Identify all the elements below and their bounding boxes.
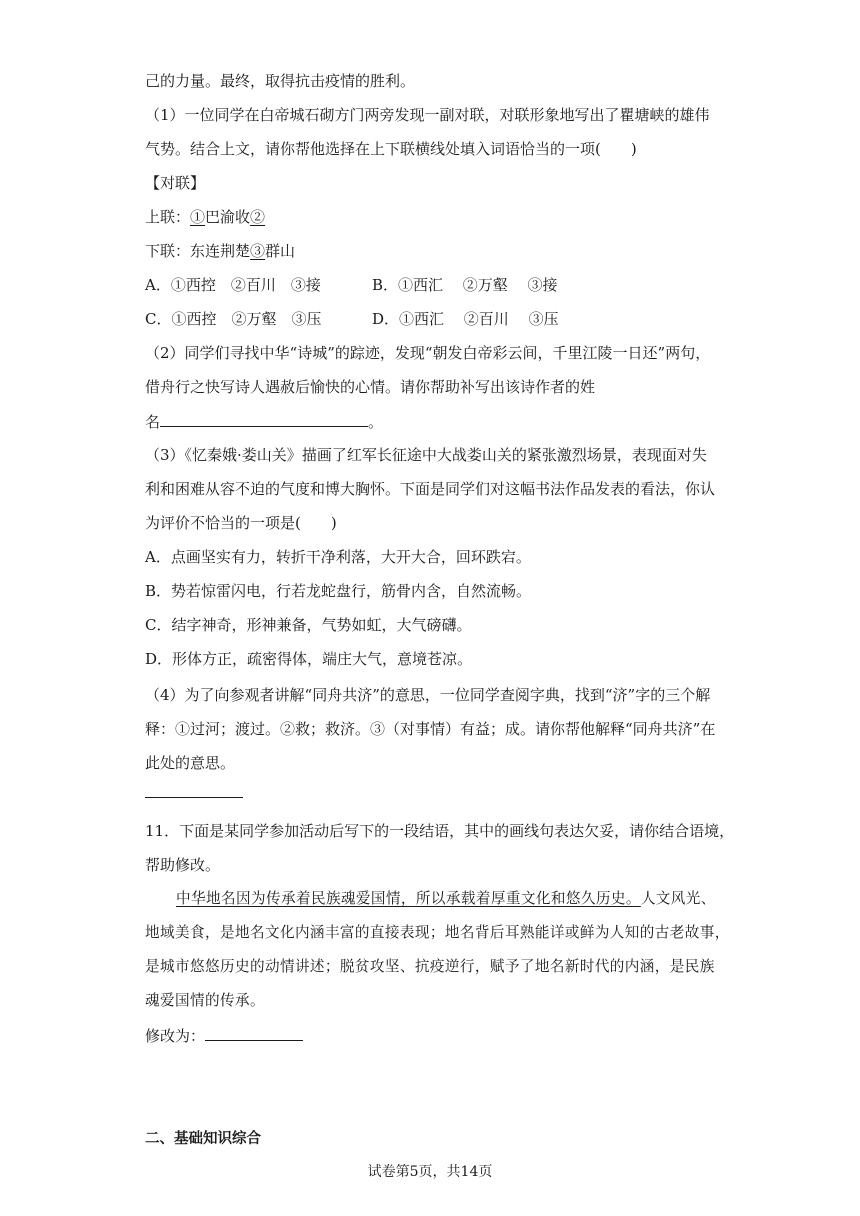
answer-blank[interactable] xyxy=(160,410,368,427)
q1-option-b: B．①西汇 ②万壑 ③接 xyxy=(372,276,558,294)
q3-option-b: B．势若惊雷闪电，行若龙蛇盘行，筋骨内含，自然流畅。 xyxy=(145,582,532,600)
revise-blank[interactable] xyxy=(205,1024,303,1041)
passage-line4: 魂爱国情的传承。 xyxy=(145,992,265,1009)
couplet-lower xyxy=(145,240,295,262)
q4-stem-line1: （4）为了向参观者讲解“同舟共济”的意思，一位同学查阅字典，找到“济”字的三个解 xyxy=(145,686,711,704)
q11-stem-line2: 帮助修改。 xyxy=(145,856,221,874)
q4-stem-line2: 释：①过河；渡过。②救；救济。③（对事情）有益；成。请你帮他解释“同舟共济”在 xyxy=(145,720,716,738)
couplet-heading: 【对联】 xyxy=(145,174,206,192)
q3-stem-line3: 为评价不恰当的一项是( ) xyxy=(145,514,337,532)
q1-stem-line2: 气势。结合上文，请你帮他选择在上下联横线处填入词语恰当的一项( ) xyxy=(145,140,637,158)
q1-option-a: A．①西控 ②百川 ③接 xyxy=(145,276,321,294)
blank-marker-3: ③ xyxy=(250,242,266,260)
q2-answer-suffix: 。 xyxy=(368,413,384,431)
revise-line xyxy=(145,1024,303,1047)
passage-line1-rest: 人文风光、 xyxy=(640,890,716,907)
underlined-sentence: 中华地名因为传承着民族魂爱国情，所以承载着厚重文化和悠久历史。 xyxy=(176,890,641,907)
q3-option-a: A．点画坚实有力，转折干净利落，大开大合，回环跌宕。 xyxy=(145,548,531,566)
blank-marker-1: ① xyxy=(190,208,206,226)
q1-option-d: D．①西汇 ②百川 ③压 xyxy=(372,310,559,328)
q3-stem-line2: 利和困难从容不迫的气度和博大胸怀。下面是同学们对这幅书法作品发表的看法，你认 xyxy=(145,480,716,498)
couplet-upper-prefix: 上联： xyxy=(145,208,191,226)
revise-label: 修改为： xyxy=(145,1027,206,1045)
q1-option-c: C．①西控 ②万壑 ③压 xyxy=(145,310,322,328)
q2-stem-line1: （2）同学们寻找中华“诗城”的踪迹，发现“朝发白帝彩云间，千里江陵一日还”两句， xyxy=(145,344,711,362)
passage-line2: 地域美食，是地名文化内涵丰富的直接表现；地名背后耳熟能详或鲜为人知的古老故事， xyxy=(145,924,730,941)
couplet-upper-mid: 巴渝收 xyxy=(205,208,251,226)
q11-stem-line1: 11．下面是某同学参加活动后写下的一段结语，其中的画线句表达欠妥，请你结合语境， xyxy=(145,822,735,840)
page-footer: 试卷第5页，共14页 xyxy=(367,1164,493,1180)
couplet-lower-suffix: 群山 xyxy=(265,242,296,260)
q2-stem-line2: 借舟行之快写诗人遇赦后愉快的心情。请你帮助补写出该诗作者的姓 xyxy=(145,378,596,396)
q3-option-d: D．形体方正，疏密得体，端庄大气，意境苍凉。 xyxy=(145,650,473,668)
answer-line[interactable] xyxy=(145,797,243,798)
q3-stem-line1: （3）《忆秦娥·娄山关》描画了红军长征途中大战娄山关的紧张激烈场景，表现面对失 xyxy=(145,446,707,464)
passage-line3: 是城市悠悠历史的动情讲述；脱贫攻坚、抗疫逆行，赋予了地名新时代的内涵，是民族 xyxy=(145,958,715,975)
passage-line1 xyxy=(176,888,716,910)
couplet-upper xyxy=(145,206,265,228)
q4-stem-line3: 此处的意思。 xyxy=(145,754,236,772)
q3-option-c: C．结字神奇，形神兼备，气势如虹，大气磅礴。 xyxy=(145,616,472,634)
q1-stem-line1: （1）一位同学在白帝城石砌方门两旁发现一副对联，对联形象地写出了瞿塘峡的雄伟 xyxy=(145,106,710,124)
couplet-lower-prefix: 下联：东连荆楚 xyxy=(145,242,251,260)
q2-answer-line xyxy=(145,410,383,433)
blank-marker-2: ② xyxy=(250,208,266,226)
section-title: 二、基础知识综合 xyxy=(145,1131,261,1147)
text-line: 己的力量。最终，取得抗击疫情的胜利。 xyxy=(145,72,416,90)
q2-answer-prefix: 名 xyxy=(145,413,161,431)
